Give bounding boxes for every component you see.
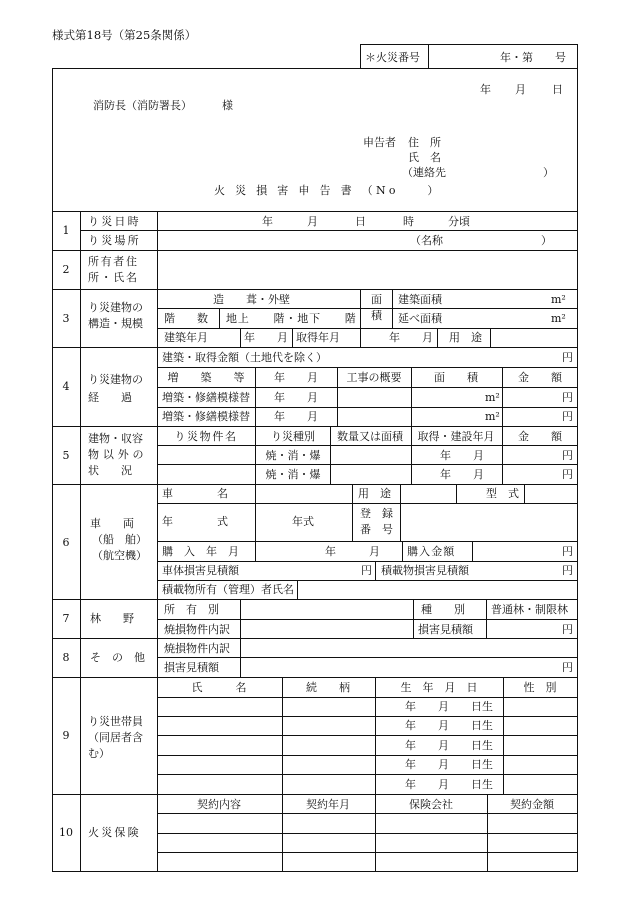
line [255, 367, 256, 426]
r6-label: 車 両 [90, 517, 134, 530]
r10-head: 契約内容 [197, 798, 241, 811]
r4-unit: m² [485, 391, 500, 404]
line [157, 657, 578, 658]
line [157, 580, 578, 581]
r6-yen: 円 [562, 564, 573, 577]
line [503, 677, 504, 794]
r10-label: 火災保険 [88, 826, 141, 839]
r6-model: 型 式 [486, 487, 519, 500]
address-label: 住 所 [408, 136, 441, 149]
r3-floor-area: 延べ面積 [398, 312, 442, 325]
line [502, 367, 503, 426]
r6-cargo-owner: 積載物所有（管理）者氏名 [162, 583, 294, 596]
r4-head: 増 築 等 [167, 371, 245, 384]
line [456, 484, 457, 503]
line [282, 677, 283, 794]
r5-ym: 年 月 [440, 468, 484, 481]
r4-yen: 円 [562, 391, 573, 404]
row-number: 3 [62, 312, 70, 325]
header-year: 年 [480, 83, 491, 96]
r9-birth: 年 月 日生 [405, 739, 493, 752]
r5-label: 建物・収容 [88, 432, 143, 445]
r8-yen: 円 [562, 661, 573, 674]
line [330, 426, 331, 484]
line [157, 503, 578, 504]
form-id: 様式第18号（第25条関係） [52, 28, 197, 42]
line [360, 289, 361, 328]
row-number: 5 [62, 449, 70, 462]
r3-acquire-ym: 年 月 [389, 331, 433, 344]
line [402, 541, 403, 561]
r5-ym: 年 月 [440, 449, 484, 462]
line [80, 211, 81, 872]
r10-head: 契約金額 [510, 798, 554, 811]
line [157, 328, 578, 329]
line [472, 541, 473, 561]
r1-hour: 時 [403, 215, 414, 228]
r4-head: 工事の概要 [346, 371, 402, 384]
line [400, 484, 401, 541]
line [375, 677, 376, 794]
line [157, 774, 578, 775]
r3-built-ym: 年 月 [244, 331, 288, 344]
row-number: 8 [62, 651, 70, 664]
r3-unit: m² [551, 312, 566, 325]
r8-label: そ の 他 [90, 651, 145, 664]
line [157, 541, 578, 542]
r5-label: 状 況 [88, 464, 132, 477]
r3-label: 構造・規模 [88, 317, 143, 330]
line [524, 484, 525, 503]
r6-purchase-amount: 購入金額 [407, 545, 456, 558]
r3-unit: m² [551, 293, 566, 306]
r9-label: む） [88, 747, 110, 760]
line [157, 561, 578, 562]
line [157, 755, 578, 756]
line [52, 289, 578, 290]
r6-yen: 円 [361, 564, 372, 577]
r4-head: 年 月 [274, 371, 318, 384]
line [157, 813, 578, 814]
line [52, 677, 578, 678]
contact-label: （連絡先 [402, 166, 446, 179]
line [392, 289, 393, 328]
line [157, 697, 578, 698]
line [486, 599, 487, 638]
r5-head: り災種別 [271, 430, 315, 443]
r3-floors: 階 数 [164, 312, 208, 325]
r3-area-label: 面 [371, 293, 382, 306]
line [411, 426, 412, 484]
r3-building-area: 建築面積 [398, 293, 442, 306]
line [240, 638, 241, 677]
contact-close: ） [543, 166, 554, 179]
line [52, 426, 578, 427]
r8-items: 焼損物件内訳 [164, 642, 230, 655]
r9-head: 続 柄 [306, 681, 350, 694]
line [157, 367, 578, 368]
line [337, 367, 338, 426]
r5-head: 数量又は面積 [337, 430, 403, 443]
r6-cargo-loss: 積載物損害見積額 [381, 564, 469, 577]
r1-year: 年 [262, 215, 273, 228]
r5-head: り災物件名 [174, 430, 238, 443]
r4-line: 増築・修繕模様替 [162, 391, 250, 404]
line [255, 426, 256, 484]
r6-ym: 年 月 [325, 545, 380, 558]
r5-yen: 円 [562, 468, 573, 481]
r9-head: 生 年 月 日 [400, 681, 478, 694]
r3-built: 建築年月 [164, 331, 208, 344]
r4-ym: 年 月 [274, 410, 318, 423]
line [292, 328, 293, 347]
line [297, 580, 298, 599]
line [157, 852, 578, 853]
line [240, 328, 241, 347]
r9-birth: 年 月 日生 [405, 778, 493, 791]
line [282, 794, 283, 872]
fire-number-label: ＊火災番号 [365, 51, 420, 64]
line [240, 599, 241, 638]
r9-birth: 年 月 日生 [405, 758, 493, 771]
line [52, 211, 578, 212]
r10-head: 契約年月 [306, 798, 350, 811]
header-day: 日 [552, 83, 563, 96]
r2-label: 所有者住 [88, 255, 139, 268]
r7-yen: 円 [562, 623, 573, 636]
r7-loss: 損害見積額 [418, 623, 473, 636]
r1-day: 日 [355, 215, 366, 228]
row-number: 7 [62, 612, 70, 625]
line [80, 230, 578, 231]
r5-kind: 焼・消・爆 [265, 449, 321, 462]
r3-structure: 造 葺・外壁 [213, 293, 290, 306]
r6-car: 車 名 [162, 487, 228, 500]
line [219, 308, 220, 328]
r4-cost: 建築・取得金額（土地代を除く） [162, 351, 327, 364]
line [52, 484, 578, 485]
r7-items: 焼損物件内訳 [164, 623, 230, 636]
line [157, 735, 578, 736]
r3-area-label: 積 [371, 309, 382, 322]
line [413, 599, 414, 638]
r9-label: り災世帯員 [88, 715, 143, 728]
r5-head: 金 額 [518, 430, 562, 443]
r3-floors-value: 地上 階・地下 階 [226, 312, 357, 325]
line [487, 794, 488, 872]
addressee-honorific: 様 [222, 99, 233, 112]
row-number: 9 [62, 729, 70, 742]
line [375, 561, 376, 580]
r7-kind: 種 別 [421, 603, 465, 616]
r10-head: 保険会社 [409, 798, 453, 811]
r6-reg: 番 号 [360, 523, 393, 536]
r7-label: 林 野 [90, 612, 134, 625]
declarant-label: 申告者 [363, 136, 396, 149]
line [52, 638, 578, 639]
r4-label: 経 過 [88, 391, 132, 404]
r6-body-loss: 車体損害見積額 [162, 564, 239, 577]
fire-number-divider [428, 44, 429, 68]
r4-ym: 年 月 [274, 391, 318, 404]
r1-minute: 分頃 [448, 215, 470, 228]
r8-loss: 損害見積額 [164, 661, 219, 674]
r4-line: 増築・修繕模様替 [162, 410, 250, 423]
addressee: 消防長（消防署長） [93, 99, 192, 112]
r5-label: 物以外の [88, 448, 148, 461]
r2-label: 所・氏名 [88, 271, 139, 284]
r6-label: （船 舶） [92, 533, 147, 546]
r9-head: 氏 名 [191, 681, 247, 694]
r1-name-label: （名称 [410, 234, 443, 247]
line [157, 716, 578, 717]
line [375, 794, 376, 872]
r9-birth: 年 月 日生 [405, 719, 493, 732]
r4-yen: 円 [562, 410, 573, 423]
r9-label: （同居者含 [88, 731, 143, 744]
row-number: 6 [62, 536, 70, 549]
line [157, 387, 578, 388]
line [157, 464, 578, 465]
line [52, 347, 578, 348]
line [157, 308, 578, 309]
r4-head: 金 額 [518, 371, 562, 384]
line [352, 484, 353, 541]
r7-owner: 所 有 別 [164, 603, 219, 616]
r6-label: （航空機） [92, 549, 147, 562]
line [157, 619, 578, 620]
r4-yen: 円 [562, 351, 573, 364]
r1-date-label: り災日時 [88, 215, 141, 228]
line [255, 484, 256, 561]
r9-birth: 年 月 日生 [405, 700, 493, 713]
r3-usage: 用 途 [449, 331, 482, 344]
form-title: 火 災 損 害 申 告 書 （No ） [214, 184, 442, 197]
fire-number-value: 年・第 号 [500, 51, 566, 64]
line [157, 445, 578, 446]
r5-head: 取得・建設年月 [417, 430, 495, 443]
line [360, 328, 361, 347]
r1-month: 月 [307, 215, 318, 228]
line [52, 250, 578, 251]
r6-year-value: 年式 [292, 515, 314, 528]
line [157, 833, 578, 834]
r5-kind: 焼・消・爆 [265, 468, 321, 481]
r4-unit: m² [485, 410, 500, 423]
r7-kind-value: 普通林・制限林 [491, 603, 568, 616]
r6-reg: 登 録 [360, 507, 393, 520]
line [52, 599, 578, 600]
r6-usage: 用 途 [358, 487, 391, 500]
line [157, 407, 578, 408]
line [437, 328, 438, 347]
r4-label: り災建物の [88, 373, 143, 386]
r6-yen: 円 [562, 545, 573, 558]
r4-head: 面 積 [434, 371, 478, 384]
r6-year: 年 式 [162, 515, 228, 528]
row-number: 2 [62, 263, 70, 276]
r1-place-label: り災場所 [88, 234, 141, 247]
row-number: 4 [62, 380, 70, 393]
r5-yen: 円 [562, 449, 573, 462]
line [502, 426, 503, 484]
r6-purchase-ym: 購 入 年 月 [162, 545, 239, 558]
r3-label: り災建物の [88, 301, 143, 314]
row-number: 1 [62, 224, 70, 237]
line [52, 794, 578, 795]
r1-name-close: ） [541, 234, 552, 247]
row-number: 10 [59, 826, 73, 839]
line [411, 367, 412, 426]
header-month: 月 [515, 83, 526, 96]
r9-head: 性 別 [523, 681, 557, 694]
r3-acquire: 取得年月 [296, 331, 340, 344]
name-label: 氏 名 [408, 151, 441, 164]
line [490, 328, 491, 347]
